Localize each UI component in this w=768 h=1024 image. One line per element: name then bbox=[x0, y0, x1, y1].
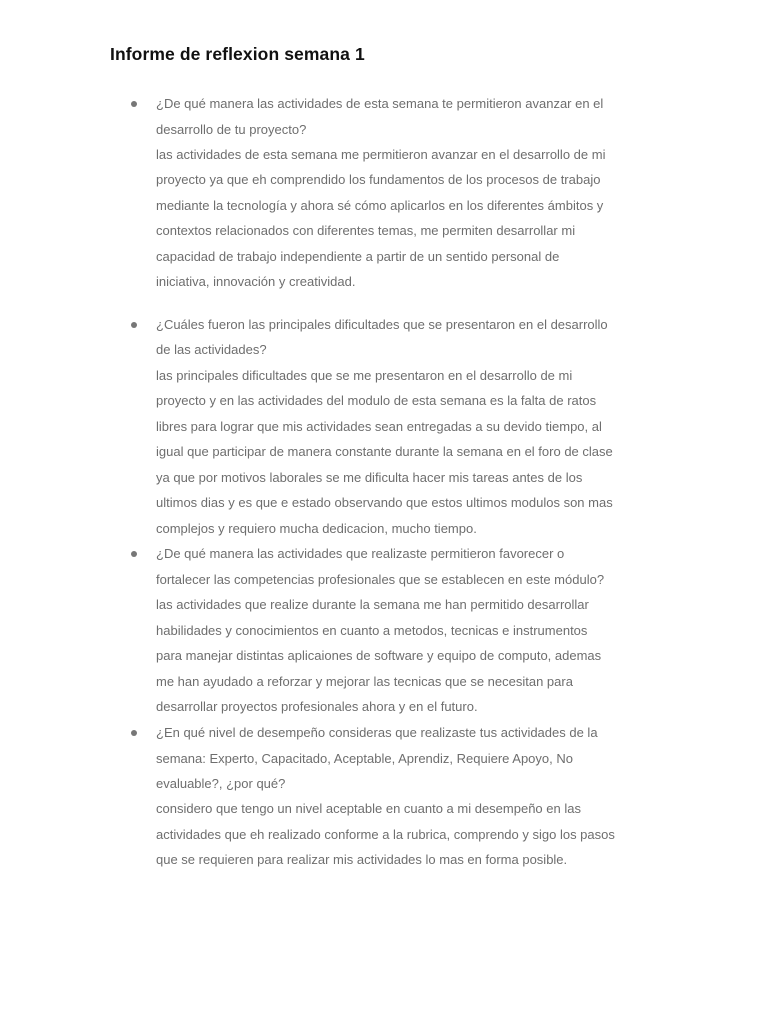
question-line: de las actividades? bbox=[156, 342, 267, 357]
question-line: semana: Experto, Capacitado, Aceptable, Aprendiz, Requiere Apoyo, No bbox=[156, 751, 573, 766]
answer-line: desarrollar proyectos profesionales ahora y en el futuro. bbox=[156, 699, 478, 714]
answer-line: ya que por motivos laborales se me dificulta hacer mis tareas antes de los bbox=[156, 470, 583, 485]
answer-line: que se requieren para realizar mis actividades lo mas en forma posible. bbox=[156, 852, 568, 867]
document-title: Informe de reflexion semana 1 bbox=[110, 44, 365, 64]
answer-line: proyecto ya que eh comprendido los fundamentos de los procesos de trabajo bbox=[156, 172, 601, 187]
answer-line: considero que tengo un nivel aceptable en cuanto a mi desempeño en las bbox=[156, 801, 581, 816]
bullet-icon bbox=[131, 322, 137, 328]
question-line: ¿En qué nivel de desempeño consideras que realizaste tus actividades de la bbox=[156, 725, 598, 740]
answer-line: las actividades que realize durante la semana me han permitido desarrollar bbox=[156, 597, 589, 612]
answer-line: capacidad de trabajo independiente a partir de un sentido personal de bbox=[156, 249, 560, 264]
bullet-icon bbox=[131, 730, 137, 736]
question-line: fortalecer las competencias profesionales que se establecen en este módulo? bbox=[156, 572, 605, 587]
answer-line: las actividades de esta semana me permitieron avanzar en el desarrollo de mi bbox=[156, 147, 606, 162]
answer-line: contextos relacionados con diferentes temas, me permiten desarrollar mi bbox=[156, 223, 576, 238]
question-line: desarrollo de tu proyecto? bbox=[156, 122, 307, 137]
answer-line: actividades que eh realizado conforme a la rubrica, comprendo y sigo los pasos bbox=[156, 827, 615, 842]
answer-line: me han ayudado a reforzar y mejorar las tecnicas que se necesitan para bbox=[156, 674, 573, 689]
bullet-icon bbox=[131, 551, 137, 557]
answer-line: las principales dificultades que se me presentaron en el desarrollo de mi bbox=[156, 368, 573, 383]
answer-line: ultimos dias y es que e estado observando que estos ultimos modulos son mas bbox=[156, 495, 613, 510]
question-line: ¿Cuáles fueron las principales dificultades que se presentaron en el desarrollo bbox=[156, 317, 608, 332]
answer-line: iniciativa, innovación y creatividad. bbox=[156, 274, 356, 289]
answer-line: igual que participar de manera constante durante la semana en el foro de clase bbox=[156, 444, 613, 459]
bullet-icon bbox=[131, 101, 137, 107]
answer-line: mediante la tecnología y ahora sé cómo aplicarlos en los diferentes ámbitos y bbox=[156, 198, 604, 213]
question-line: evaluable?, ¿por qué? bbox=[156, 776, 286, 791]
question-line: ¿De qué manera las actividades de esta semana te permitieron avanzar en el bbox=[156, 96, 604, 111]
answer-line: para manejar distintas aplicaiones de software y equipo de computo, ademas bbox=[156, 648, 602, 663]
answer-line: proyecto y en las actividades del modulo de esta semana es la falta de ratos bbox=[156, 393, 597, 408]
answer-line: libres para lograr que mis actividades sean entregadas a su devido tiempo, al bbox=[156, 419, 602, 434]
question-line: ¿De qué manera las actividades que realizaste permitieron favorecer o bbox=[156, 546, 565, 561]
answer-line: habilidades y conocimientos en cuanto a metodos, tecnicas e instrumentos bbox=[156, 623, 588, 638]
answer-line: complejos y requiero mucha dedicacion, mucho tiempo. bbox=[156, 521, 477, 536]
